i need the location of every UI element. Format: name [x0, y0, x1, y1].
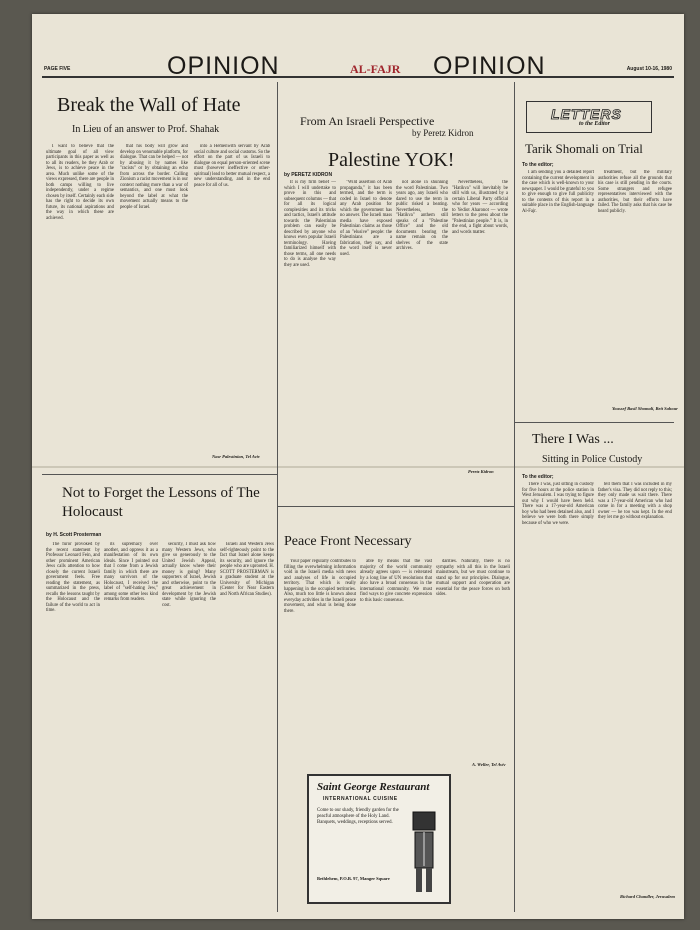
article-column: its supremacy over another, and oppress it as a manifestation of its own ideals. Since I pointed out that I come from a Jewish family in which there are many survivors of the Holocaust, I received the label of "self-hating Jew," among some other less kind remarks from readers. — [104, 542, 158, 602]
ad-body: Come to our shady, friendly garden for the peacful atmosphere of the Holy Land. Banquets, weddings, receptions served. — [317, 808, 399, 825]
article-column: Your paper regularly contributes to filling the overwhelming information void in the Israeli media with news and analyses of life in occupied territory. That which is really happening in the occupied territories. Also, much too little is known about everyday activities in the Israeli peace movement, and what is being done there. — [284, 559, 356, 614]
article-column: not alone in shunning the word Palestinian. Two years ago, any Israeli who dared to use the term in public risked a beating. Nevertheless, the "Hatikva" anthem still speaks of a "Palestine Office" and the old documents bearing the name remain on the shelves of the state archives. — [396, 180, 448, 251]
article-column: It is my firm belief — which I will undertake to prove in this and subsequent columns — that for all its logical complexities and its tricks and tactics, Israel's attitude towards the Palestinian problem can easily be described by anyone who knows even popular Israeli terminology. Having familiarized himself with those terms, all one needs to do is analyse the way they are used. — [284, 180, 336, 268]
signature: Nasr Palestinian, Tel Aviv — [212, 454, 260, 459]
section-divider — [42, 474, 277, 475]
knight-illustration — [407, 806, 441, 896]
newspaper-page — [32, 14, 684, 919]
letters-subtitle: to the Editor — [579, 121, 611, 127]
signature: Peretz Kidron — [468, 469, 494, 474]
article-column: I want to believe that the ultimate goal of all view participants in this paper as well as to all its readers, be they Arab or Jews, is to achieve peace in the area. Much unlike some of the views expressed, there are people in both camps willing to live independently, under a regime chosen by itself. Certainly each side has the right to decide its own future, its national aspirations and the way in which these are achieved. — [46, 144, 114, 221]
article-column: "Wild assertion of Arab propaganda," it has been termed, and the term is coded in Israel to denote any Arab position for which the government has no answer. The Israeli mass media have exposed Palestinian claims as those of an "elusive" people: the Palestinians are a fabrication, they say, and the word itself is never used. — [340, 180, 392, 257]
salutation: To the editor; — [522, 474, 554, 480]
headline-holocaust: Not to Forget the Lessons of The Holocaust — [62, 485, 260, 520]
letters-title: LETTERS — [551, 106, 622, 122]
headline-peace: Peace Front Necessary — [284, 534, 412, 549]
inner-byline: by PERETZ KIDRON — [284, 172, 333, 178]
headline-yok: Palestine YOK! — [328, 149, 455, 171]
article-column: The furor provoked by the recent statement by Professor Leonard Fein, and other prominent American Jews calls attention to how closely the current Israeli government feels. Free reading the statement, as summarized in the press, recalls the lessons taught by the Holocaust and the failure of the world to act in time. — [46, 542, 100, 613]
section-divider — [277, 506, 514, 507]
signature: Richard Chandler, Jerusalem — [620, 894, 675, 899]
masthead — [32, 14, 684, 80]
headline-wall: Break the Wall of Hate — [57, 94, 241, 116]
alfajr-logo: AL-FAJR — [350, 62, 401, 76]
letters-to-editor-banner — [526, 101, 652, 133]
headline-tarik: Tarik Shomali on Trial — [525, 141, 643, 156]
article-column: Israeli and Western Jews self-righteously point to the fact that Israel alone keeps its security, and ignore the people who are uprooted. H. SCOTT PROSTERMAN is a graduate student at the University of Michigan (Center for Near Eastern and North African Studies). — [220, 542, 274, 597]
column-divider — [514, 82, 515, 912]
byline-yok: by Peretz Kidron — [412, 128, 474, 138]
ad-footer: Bethlehem, P.O.B. 97, Manger Square — [317, 876, 390, 881]
article-column: darities. Naturally, there is no sympathy with all this in the Israeli mainstream, but we must continue to stand up for our principles. Dialogue, mutual support and cooperation are essential for the peace forces on both sides. — [436, 559, 510, 597]
article-column: treatment, but the military authorities refuse all the grounds that his case is still pending in the courts. Some strangers and refugee representatives interviewed with the authorities, but their efforts have failed. The family asks that his case be heard publicly. — [598, 170, 672, 214]
masthead-rule — [42, 76, 674, 78]
article-column: that his body will grow and develop on venomable platform, for dialogue. That can be helped — not by abusing it by names like "racists" or by obtaining an echo from across the border. Calling Zionism a racist movement is in our context nothing more than a war of semantics, and one must look beyond the label at what the movement actually means to the people of Israel. — [120, 144, 188, 210]
section-divider — [514, 422, 674, 423]
page-number: PAGE FIVE — [44, 66, 71, 72]
signature: Youssef Basil Shomali, Beit Sahour — [612, 406, 678, 411]
subhead-there: Sitting in Police Custody — [542, 454, 643, 465]
article-column: I am sending you a detailed report containing the current development in the case which is well-known to your newspaper. I would be grateful to you to give enough to give full publicity to the contents of this report in a suitable place in the English-language Al-Fajr. — [522, 170, 594, 214]
headline-there: There I Was ... — [532, 432, 614, 447]
article-column: into a Hemenwith servant by Arab social culture and social customs. So the effort on the part of us Israeli to dialogue on equal person-oriented scene must (however ineffective or other-spiritual) lead to better mutual respect, a new understanding, and in the end peace for all of us. — [194, 144, 270, 188]
article-column: security, I must ask how many Western Jews, who give so generously to the United Jewish Appeal, actually know where their money is going? Many supporters of Israel, Jewish and otherwise, point to the great achievement in development by the Jewish state while ignoring the cost. — [162, 542, 216, 608]
article-column: tell them that I was included in my father's visa. They did not reply to this; they only made us wait there. There was a 17-year-old American who had come in for a meeting with a shop owner — he too was kept. In the end they let me go without explanation. — [598, 482, 672, 520]
signature: A. Weller, Tel Aviv — [472, 762, 506, 767]
issue-date: August 10-16, 1980 — [626, 66, 672, 72]
salutation: To the editor; — [522, 162, 554, 168]
kicker-yok: From An Israeli Perspective — [300, 114, 435, 128]
section-title-left: OPINION — [167, 52, 280, 80]
column-divider — [277, 82, 278, 912]
article-column: able by means that the vast majority of the world community already agrees upon — is reiterated by a long line of UN resolutions that also have a broad consensus in the international community. We must find ways to give concrete expression to this basic consensus. — [360, 559, 432, 603]
byline-holocaust: by H. Scott Prosterman — [46, 532, 102, 538]
article-column: There I was, just sitting in custody for five hours at the police station in West Jerusalem. I was trying to figure out why I would have been held. There was a 17-year-old American boy who had been detained also, and I believe we were both there simply because of who we were. — [522, 482, 594, 526]
subhead-wall: In Lieu of an answer to Prof. Shahak — [72, 124, 220, 135]
ad-title: Saint George Restaurant — [317, 781, 430, 793]
restaurant-ad — [307, 774, 451, 904]
article-column: Nevertheless, the "Hatikva" will inevitably be still with us, illustrated by a certain Liberal Party official who for years — according to Yediot Aharonot — wrote letters to the press about the "Palestinian people." It is, in the end, a fight about words, and words matter. — [452, 180, 508, 235]
ad-subtitle: INTERNATIONAL CUISINE — [323, 796, 398, 802]
section-title-right: OPINION — [433, 52, 546, 80]
